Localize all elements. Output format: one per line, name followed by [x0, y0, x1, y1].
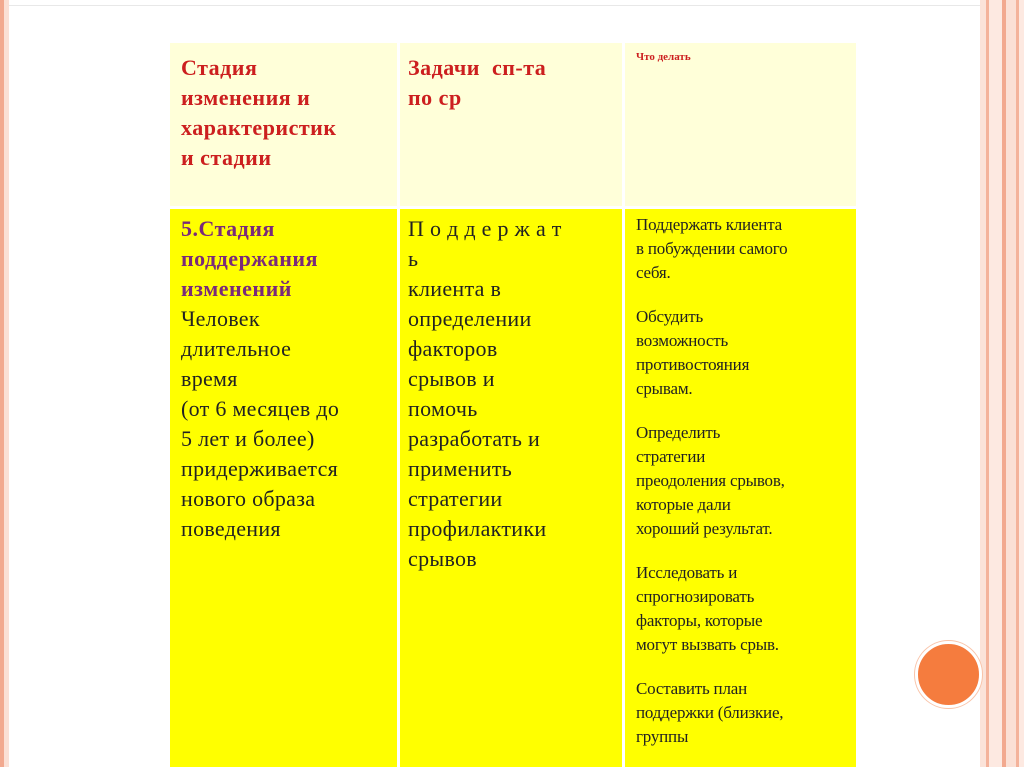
task-line: стратегии [408, 486, 503, 511]
task-line: факторов [408, 336, 498, 361]
header-stage-line: и стадии [181, 145, 272, 170]
todo-line: группы [636, 727, 689, 746]
todo-paragraph [636, 421, 852, 541]
header-tasks-line: Задачи сп-та [408, 55, 547, 80]
stage-desc-line: (от 6 месяцев до [181, 396, 340, 421]
row-divider [170, 206, 856, 209]
todo-line: себя. [636, 263, 671, 282]
todo-line: Поддержать клиента [636, 215, 782, 234]
column-divider [622, 43, 625, 767]
todo-line: факторы, которые [636, 611, 763, 630]
stage-title-line: 5.Стадия [181, 216, 275, 241]
stage-title-line: изменений [181, 276, 292, 301]
task-line: разработать и [408, 426, 541, 451]
stage-desc-line: придерживается [181, 456, 339, 481]
todo-line: противостояния [636, 355, 750, 374]
tasks-cell [408, 214, 620, 574]
task-line: применить [408, 456, 513, 481]
todo-line: Исследовать и [636, 563, 738, 582]
stage-desc-line: Человек [181, 306, 260, 331]
todo-paragraph [636, 305, 852, 401]
header-stage-line: характеристик [181, 115, 337, 140]
todo-line: срывам. [636, 379, 693, 398]
task-line: помочь [408, 396, 478, 421]
todo-line: поддержки (близкие, [636, 703, 784, 722]
todo-paragraph [636, 561, 852, 657]
todo-line: Составить план [636, 679, 747, 698]
header-tasks-line: по ср [408, 85, 462, 110]
header-tasks [408, 53, 618, 113]
task-line: клиента в [408, 276, 502, 301]
todo-line: хороший результат. [636, 519, 773, 538]
header-stage-line: изменения и [181, 85, 311, 110]
task-line: срывов и [408, 366, 495, 391]
stage-desc-line: нового образа [181, 486, 316, 511]
top-divider [9, 5, 980, 6]
task-line: ь [408, 246, 419, 271]
task-line: профилактики [408, 516, 547, 541]
right-decorative-stripes [980, 0, 1024, 767]
todo-line: спрогнозировать [636, 587, 755, 606]
stage-cell [181, 214, 395, 544]
stage-table [170, 43, 856, 767]
stage-title-line: поддержания [181, 246, 319, 271]
todo-line: стратегии [636, 447, 706, 466]
task-line: определении [408, 306, 532, 331]
task-line: срывов [408, 546, 477, 571]
task-line: П о д д е р ж а т [408, 216, 562, 241]
todo-line: в побуждении самого [636, 239, 788, 258]
stage-desc-line: длительное [181, 336, 292, 361]
todo-line: Обсудить [636, 307, 704, 326]
header-stage [181, 53, 395, 173]
todo-paragraph [636, 213, 852, 285]
todo-line: возможность [636, 331, 729, 350]
header-what-to-do: Что делать [636, 51, 691, 63]
stage-desc-line: 5 лет и более) [181, 426, 315, 451]
stage-desc-line: время [181, 366, 238, 391]
left-decorative-stripe [0, 0, 9, 767]
stage-desc-line: поведения [181, 516, 281, 541]
header-stage-line: Стадия [181, 55, 258, 80]
todo-line: которые дали [636, 495, 731, 514]
todo-line: преодоления срывов, [636, 471, 785, 490]
todo-line: Определить [636, 423, 721, 442]
todo-line: могут вызвать срыв. [636, 635, 779, 654]
todo-paragraph [636, 677, 852, 749]
orange-circle-decoration [915, 641, 982, 708]
column-divider [397, 43, 400, 767]
todo-cell [636, 213, 852, 767]
